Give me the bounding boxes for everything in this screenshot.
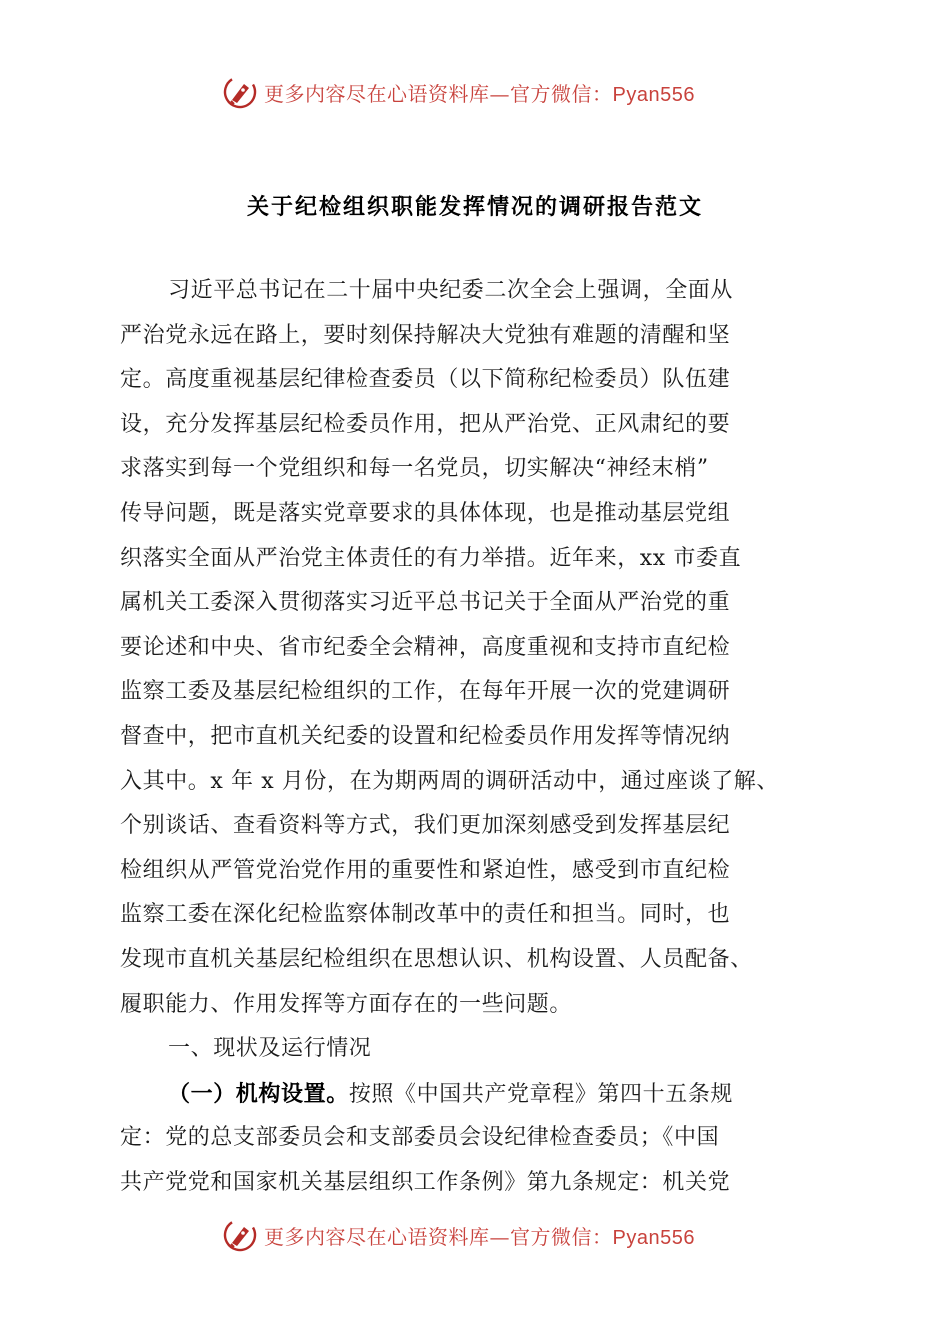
paragraph-line: 设，充分发挥基层纪检委员作用，把从严治党、正风肃纪的要	[120, 411, 731, 437]
paragraph-line: 个别谈话、查看资料等方式，我们更加深刻感受到发挥基层纪	[120, 813, 731, 839]
paragraph-line: 习近平总书记在二十届中央纪委二次全会上强调，全面从	[168, 278, 734, 303]
paragraph-line: 要论述和中央、省市纪委全会精神，高度重视和支持市直纪检	[120, 634, 731, 660]
subsection-text: 按照《中国共产党章程》第四十五条规	[348, 1081, 734, 1107]
paragraph-line: 属机关工委深入贯彻落实习近平总书记关于全面从严治党的重	[120, 590, 731, 616]
paragraph-line: 定：党的总支部委员会和支部委员会设纪律检查委员；《中国	[120, 1125, 720, 1151]
subsection-heading: （一）机构设置。	[168, 1080, 349, 1107]
watermark-brand: 更多内容尽在心语资料库	[264, 81, 490, 106]
paragraph-line: 定。高度重视基层纪律检查委员（以下简称纪检委员）队伍建	[120, 367, 731, 393]
paragraph-line: 履职能力、作用发挥等方面存在的一些问题。	[120, 991, 573, 1017]
paragraph-line: 共产党党和国家机关基层组织工作条例》第九条规定：机关党	[120, 1169, 731, 1195]
watermark-contact: 官方微信：Pyan556	[510, 1226, 695, 1249]
watermark-footer	[222, 1215, 695, 1255]
paragraph-line: 求落实到每一个党组织和每一名党员，切实解决“神经末梢”	[120, 456, 709, 482]
paragraph-line: 检组织从严管党治党作用的重要性和紧迫性，感受到市直纪检	[120, 857, 731, 883]
paragraph-line: 发现市直机关基层纪检组织在思想认识、机构设置、人员配备、	[120, 946, 753, 972]
fountain-pen-logo-icon	[222, 1217, 258, 1253]
fountain-pen-logo-icon	[222, 74, 258, 110]
paragraph-line: 严治党永远在路上，要时刻保持解决大党独有难题的清醒和坚	[120, 322, 731, 348]
subsection-first-line	[120, 1072, 810, 1117]
paragraph-line: 监察工委在深化纪检监察体制改革中的责任和担当。同时，也	[120, 902, 731, 928]
paragraph-line: 监察工委及基层纪检组织的工作，在每年开展一次的党建调研	[120, 679, 731, 705]
watermark-text	[264, 78, 695, 107]
watermark-brand: 更多内容尽在心语资料库	[264, 1224, 490, 1249]
document-title: 关于纪检组织职能发挥情况的调研报告范文	[246, 194, 703, 220]
watermark-contact: 官方微信：Pyan556	[510, 83, 695, 106]
section-heading: 一、现状及运行情况	[168, 1036, 372, 1062]
watermark-separator: —	[489, 81, 510, 106]
watermark-separator: —	[489, 1224, 510, 1249]
paragraph-line: 传导问题，既是落实党章要求的具体体现，也是推动基层党组	[120, 500, 731, 526]
watermark-header	[222, 72, 695, 112]
document-body	[120, 269, 810, 1205]
watermark-text	[264, 1221, 695, 1250]
paragraph-line: 入其中。x 年 x 月份，在为期两周的调研活动中，通过座谈了解、	[120, 768, 779, 794]
paragraph-line: 织落实全面从严治党主体责任的有力举措。近年来，xx 市委直	[120, 545, 742, 571]
paragraph-line: 督查中，把市直机关纪委的设置和纪检委员作用发挥等情况纳	[120, 723, 731, 749]
